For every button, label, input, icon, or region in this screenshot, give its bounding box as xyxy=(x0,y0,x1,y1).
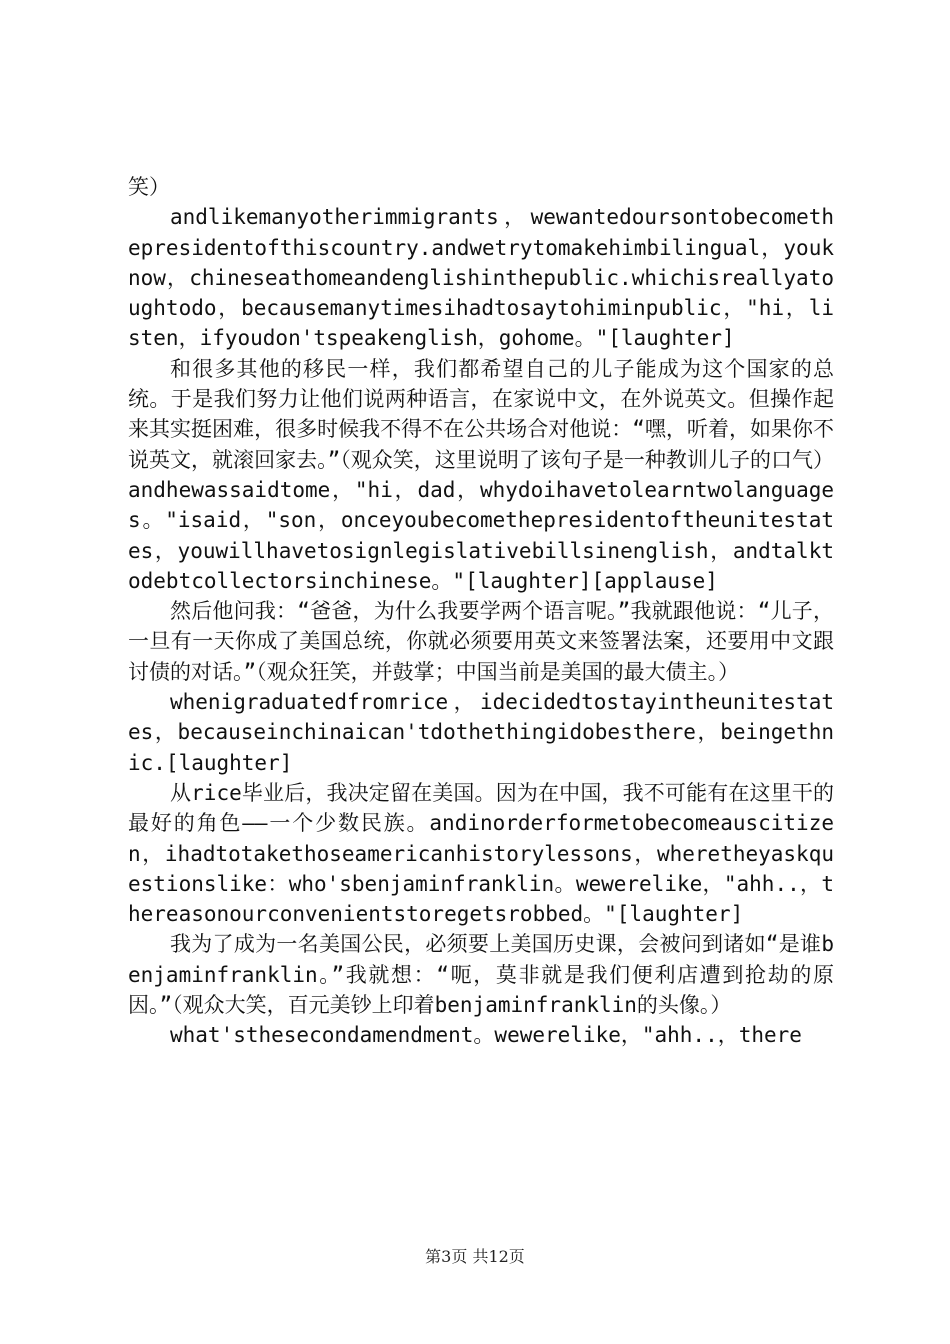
paragraph-4: 然后他问我：“爸爸，为什么我要学两个语言呢。”我就跟他说：“儿子，一旦有一天你成了美国总统，你就必须要用英文来签署法案，还要用中文跟讨债的对话。”（观众狂笑，并鼓掌；中国当前是美国的最大债主。） xyxy=(128,599,834,684)
paragraph-5: whenigraduatedfromrice，idecidedtostayintheunitestates，becauseinchinaican'tdothethingidobesthere，beingethnic.[laughter] xyxy=(128,690,834,775)
paragraph-1: 笑） xyxy=(128,175,170,199)
page-number-footer: 第3页 共12页 xyxy=(425,1247,525,1266)
body-text xyxy=(128,172,834,1051)
paragraph-7: 我为了成为一名美国公民，必须要上美国历史课，会被问到诸如“是谁benjaminfranklin。”我就想：“呃，莫非就是我们便利店遭到抢劫的原因。”（观众大笑，百元美钞上印着benjaminfranklin的头像。） xyxy=(128,932,834,1018)
paragraph-2: andlikemanyotherimmigrants，wewantedoursontobecomethepresidentofthiscountry.andwetrytomakehimbilingual，youknow，chineseathomeandenglishinthepublic.whichisreallyatoughtodo，becausemanytimesihadtosaytohiminpublic，"hi，listen，ifyoudon'tspeakenglish，gohome。"[laughter] xyxy=(128,205,834,351)
paragraph-6: 从rice毕业后，我决定留在美国。因为在中国，我不可能有在这里干的最好的角色——一个少数民族。andinorderformetobecomeauscitizen，ihadtotakethoseamericanhistorylessons，wheretheyaskquestionslike：who'sbenjaminfranklin。wewerelike，"ahh..，thereasonourconvenientstoregetsrobbed。"[laughter] xyxy=(128,780,834,927)
paragraph-3: 和很多其他的移民一样，我们都希望自己的儿子能成为这个国家的总统。于是我们努力让他们说两种语言，在家说中文，在外说英文。但操作起来其实挺困难，很多时候我不得不在公共场合对他说：“嘿，听着，如果你不说英文，就滚回家去。”（观众笑，这里说明了该句子是一种教训儿子的口气）andhewassaidtome，"hi，dad，whydoihavetolearntwolanguages。"isaid，"son，onceyoubecomethepresidentoftheunitestates，youwillhavetosignlegislativebillsinenglish，andtalktodebtcollectorsinchinese。"[laughter][applause] xyxy=(128,356,834,593)
paragraph-8: what'sthesecondamendment。wewerelike，"ahh..，there xyxy=(170,1023,802,1048)
